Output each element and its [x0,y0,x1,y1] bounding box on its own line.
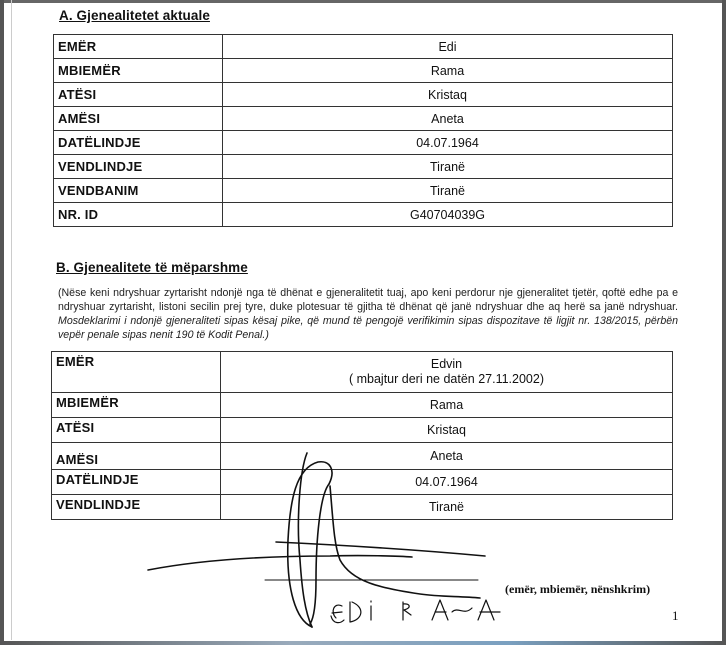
field-value: Rama [221,393,673,418]
table-row [52,470,673,495]
field-label: ATËSI [54,83,223,107]
field-label: ATËSI [52,418,221,443]
field-label: EMËR [54,35,223,59]
table-row [54,35,673,59]
table-row [54,131,673,155]
page-frame-top [0,0,726,3]
field-label: VENDBANIM [54,179,223,203]
table-row [54,179,673,203]
table-row [52,418,673,443]
field-value [221,352,673,393]
table-row [54,155,673,179]
page-number: 1 [672,608,679,623]
field-label: MBIEMËR [54,59,223,83]
field-value: Rama [223,59,673,83]
field-label: DATËLINDJE [54,131,223,155]
page-frame-left [0,0,4,645]
field-value: Edi [223,35,673,59]
previous-name-value: Edvin [430,357,463,371]
field-value: Tiranë [223,179,673,203]
table-row [52,393,673,418]
table-row [54,203,673,227]
field-label: AMËSI [54,107,223,131]
table-row [52,352,673,393]
section-b-instructions [58,286,678,342]
table-row [52,495,673,520]
field-value: Tiranë [223,155,673,179]
section-b-title: B. Gjenealitete të mëparshme [56,260,248,275]
table-row [54,59,673,83]
table-row [54,107,673,131]
current-identity-table [53,34,673,227]
field-label: DATËLINDJE [52,470,221,495]
field-label: VENDLINDJE [54,155,223,179]
previous-identity-table [51,351,673,520]
previous-name-note: ( mbajtur deri ne datën 27.11.2002) [348,372,545,386]
field-value: Kristaq [223,83,673,107]
field-value: Aneta [223,107,673,131]
field-label: NR. ID [54,203,223,227]
table-row [52,443,673,470]
field-value: Aneta [221,443,673,470]
field-label: MBIEMËR [52,393,221,418]
field-value: Kristaq [221,418,673,443]
field-value: 04.07.1964 [221,470,673,495]
field-label: EMËR [52,352,221,393]
field-label: VENDLINDJE [52,495,221,520]
legal-warning-text: Mosdeklarimi i ndonjë gjeneraliteti sipas kësaj pike, që mund të pengojë verifikimin sipas dispozitave të ligjit nr. 138/2015, përbën vepër penale sipas nenit 190 të Kodit Penal.) [58,315,678,341]
page-frame-bottom [0,641,726,645]
field-value: G40704039G [223,203,673,227]
field-label: AMËSI [52,443,221,470]
page-margin-line [11,0,12,640]
section-a-title: A. Gjenealitetet aktuale [59,8,210,23]
signature-caption: (emër, mbiemër, nënshkrim) [505,582,651,596]
table-row [54,83,673,107]
instructions-text: (Nëse keni ndryshuar zyrtarisht ndonjë nga të dhënat e gjeneralitetit tuaj, apo keni perdorur nje gjeneralitet tjetër, qoftë edhe pa e ndryshuar zyrtarisht, listoni secilin prej tyre, duke plotesuar të gjitha të dhënat që janë ndryshuar dhe aq herë sa janë ndryshuar. [58,287,678,313]
field-value: 04.07.1964 [223,131,673,155]
field-value: Tiranë [221,495,673,520]
page-frame-right [722,0,726,645]
